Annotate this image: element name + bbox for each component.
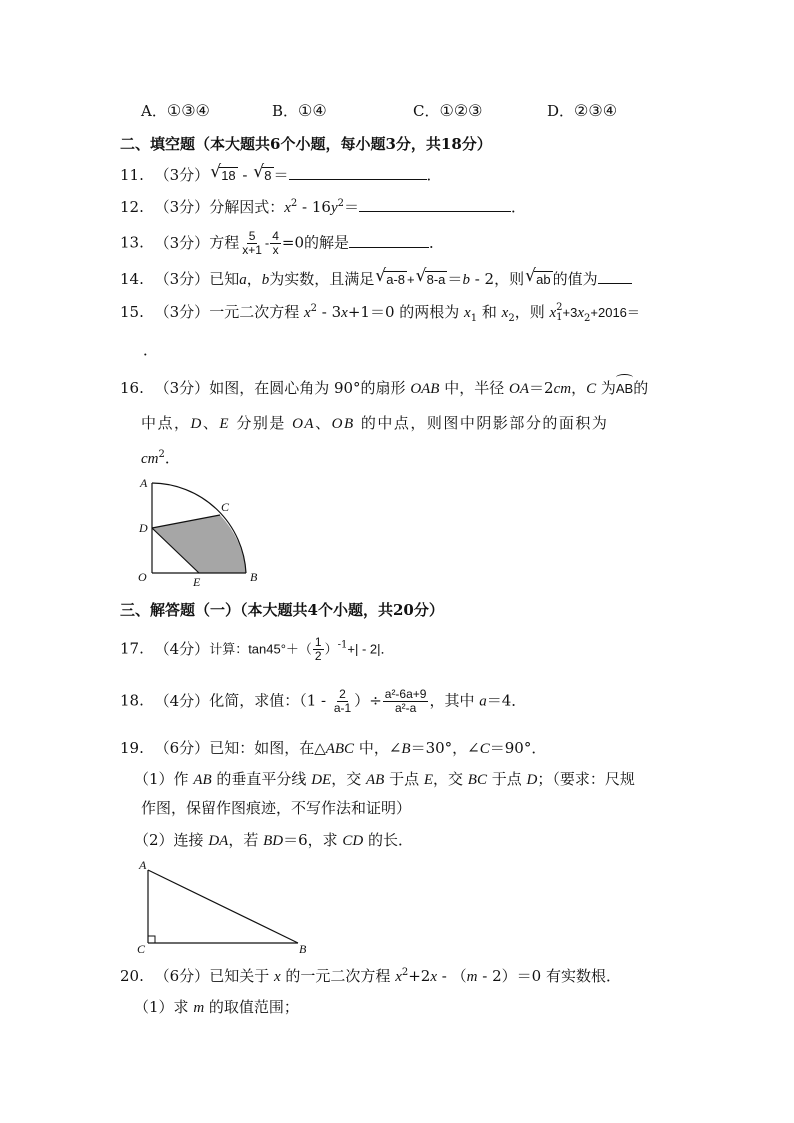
q15-score: （3分）: [154, 303, 210, 321]
q14-sqrt-a-8: √ a-8: [375, 266, 406, 287]
question-19-part-1-cont: 作图，保留作图痕迹，不写作法和证明）: [141, 799, 412, 817]
q16-score: （3分）: [154, 379, 210, 397]
q12-text: 分解因式：: [209, 198, 285, 216]
section-3-title: 三、解答题（一）（本大题共4个小题，共20分）: [120, 601, 444, 619]
q18-fraction-1: $\frac{2}{a-1}$: [333, 687, 352, 715]
q19-score: （6分）: [154, 739, 210, 757]
choice-a: [141, 101, 210, 121]
q11-number: 11.: [120, 166, 144, 184]
q11-answer-blank[interactable]: [289, 165, 427, 180]
q14-sqrt-ab: √ ab: [525, 266, 551, 287]
question-16: 16. （3分）如图，在圆心角为 90°的扇形 OAB 中，半径 OA＝2cm，C 为AB的: [120, 379, 649, 397]
q13-answer-blank[interactable]: [349, 233, 429, 248]
question-19: 19. （6分）已知：如图，在△ABC 中，∠B＝30°，∠C＝90°．: [120, 739, 547, 757]
q17-score: （4分）: [154, 639, 210, 658]
q19-triangle-figure: [134, 855, 314, 955]
choice-d-letter: D．: [547, 102, 575, 120]
question-18: 18. （4分）化简，求值：（1 - $\frac{2}{a-1}$ ）÷ $\frac{\text{a²-6a+9}}{\text{a²-a}}$ ，其中 a＝4．: [120, 687, 527, 715]
q11-minus: -: [237, 166, 253, 184]
q16-arc-ab: AB: [616, 379, 633, 399]
question-13: 13. （3分）方程 $\frac{5}{x+1}$ - $\frac{4}{x}$ =0的解是 ．: [120, 229, 445, 257]
q15-number: 15.: [120, 303, 144, 321]
q14-answer-blank[interactable]: [598, 269, 632, 284]
question-12: 12. （3分）分解因式：$x^2 - 16y^2=$ ．: [120, 198, 527, 216]
question-11: [120, 162, 442, 186]
q17-number: 17.: [120, 639, 144, 658]
q12-answer-blank[interactable]: [359, 197, 511, 212]
choice-c-text: ①②③: [439, 101, 483, 120]
q17-fraction: $\frac{1}{2}$: [314, 635, 322, 663]
label-a: A: [140, 476, 148, 490]
choice-d-text: ②③④: [574, 101, 618, 120]
q11-sqrt-8: √ 8: [253, 162, 272, 183]
q20-number: 20.: [120, 967, 144, 985]
choice-b-letter: B．: [272, 102, 299, 120]
q12-score: （3分）: [154, 198, 210, 216]
question-20: 20. （6分）已知关于 x 的一元二次方程 $x^2+2x - (m - 2)=0$ 有实数根．: [120, 967, 621, 985]
q11-sqrt-18: √ 18: [210, 162, 236, 183]
shaded-region: [152, 515, 246, 573]
choice-c: [413, 101, 483, 121]
q15-answer-dot: ．: [143, 341, 159, 359]
label-b: B: [250, 570, 258, 584]
label-c: C: [137, 942, 146, 955]
question-16-line-3: $cm^2$．: [141, 449, 180, 467]
question-15: 15. （3分）一元二次方程 $x^2 - 3x+1=0$ 的两根为 $x_1$ 和 $x_2$，则 x 2 1 $+3x_2+2016=$: [120, 302, 640, 324]
q18-fraction-2: $\frac{\text{a²-6a+9}}{\text{a²-a}}$: [384, 687, 427, 715]
q11-end: ．: [426, 166, 442, 184]
q11-equals: ＝: [273, 166, 289, 184]
choice-a-letter: A．: [141, 102, 167, 120]
right-angle-mark: [148, 936, 155, 943]
label-c: C: [221, 500, 230, 514]
side-ab: [148, 870, 298, 943]
question-16-line-2: 中点，D、E 分别是 OA、OB 的中点，则图中阴影部分的面积为: [141, 414, 609, 432]
q13-fraction-2: $\frac{4}{x}$: [272, 229, 279, 257]
label-b: B: [299, 942, 307, 955]
q16-number: 16.: [120, 379, 144, 397]
label-d: D: [139, 521, 148, 535]
q20-score: （6分）: [154, 967, 210, 985]
label-o: O: [138, 570, 147, 584]
choice-c-letter: C．: [413, 102, 440, 120]
label-e: E: [193, 575, 201, 588]
q12-number: 12.: [120, 198, 144, 216]
question-14: 14. （3分）已知a，b为实数，且满足 √ a-8 + √ 8-a ＝b - 2，则 √ ab 的值为: [120, 269, 632, 290]
q18-score: （4分）: [154, 691, 210, 710]
q14-sqrt-8-a: √ 8-a: [415, 266, 446, 287]
q11-score: （3分）: [154, 166, 210, 184]
q18-number: 18.: [120, 691, 144, 710]
section-2-title: 二、填空题（本大题共6个小题，每小题3分，共18分）: [120, 135, 492, 153]
choice-b-text: ①④: [298, 101, 327, 120]
choice-b: [272, 101, 327, 121]
choice-a-text: ①③④: [166, 101, 210, 120]
question-19-part-2: （2）连接 DA，若 BD＝6，求 CD 的长．: [134, 831, 414, 849]
question-20-part-1: （1）求 m 的取值范围；: [134, 998, 299, 1016]
q13-number: 13.: [120, 233, 144, 252]
q13-score: （3分）: [154, 233, 210, 252]
question-19-part-1: （1）作 AB 的垂直平分线 DE，交 AB 于点 E，交 BC 于点 D；（要求：尺规: [134, 770, 635, 788]
q13-fraction-1: $\frac{5}{x+1}$: [242, 229, 262, 257]
label-a: A: [139, 858, 147, 872]
choice-d: [547, 101, 617, 121]
question-17: 17. （4分）计算：tan45°＋（ $\frac{1}{2}$ ）$^{-1}$+| - 2|．: [120, 635, 394, 663]
q14-number: 14.: [120, 270, 144, 288]
q14-score: （3分）: [154, 270, 210, 288]
q19-number: 19.: [120, 739, 144, 757]
q16-sector-figure: [133, 473, 273, 588]
